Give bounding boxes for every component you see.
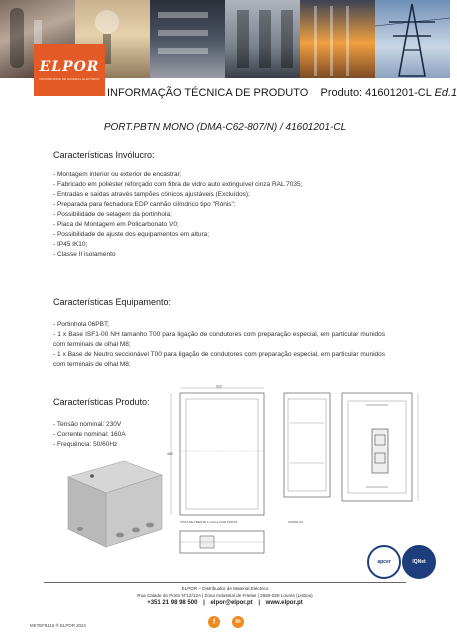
cut-view-label: CORTE AA [288, 520, 304, 524]
enclosure-list [53, 170, 302, 260]
list-item: - Placa de Montagem em Policarbonato V0; [53, 221, 179, 228]
apcer-certification-logo [367, 545, 401, 579]
list-item: - Frequência: 50/60Hz [53, 441, 118, 448]
list-item: - 1 x Base de Neutro seccionável T00 para ligação de condutores com preparação especial, em particular munidos com terminais de olhal M8; [53, 351, 385, 368]
banner-image-fiber [300, 0, 375, 78]
footer-phone: +351 21 98 98 500 [147, 600, 198, 606]
product-list [53, 420, 126, 450]
list-item: - Possibilidade de selagem da portinhola; [53, 211, 172, 218]
footer-company: ELPOR – Distribuidor de Material Eléctrico [181, 586, 269, 591]
cert-label: IQNet [412, 559, 426, 565]
list-item: - IP45 IK10; [53, 241, 88, 248]
linkedin-glyph: in [235, 619, 241, 625]
dim-top-label: 312 [216, 384, 222, 389]
edition-label: Ed.1 [434, 87, 457, 99]
list-item: - Corrente nominal: 160A [53, 431, 126, 438]
separator: | [258, 600, 260, 606]
banner-image-pylon [375, 0, 450, 78]
list-item: - Preparada para fechadura EDP canhão cilíndrico tipo "Rónis"; [53, 201, 236, 208]
cert-label: apcer [377, 559, 391, 565]
logo-text: ELPOR [39, 59, 100, 75]
list-item: - Tensão nominal: 230V [53, 421, 122, 428]
footer-website-link[interactable]: www.elpor.pt [265, 600, 303, 606]
logo-tagline: DISTRIBUIDOR DE MATERIAL ELÉCTRICO [39, 77, 100, 81]
product-title: PORT.PBTN MONO (DMA-C62-807/N) / 41601201-CL [103, 122, 347, 133]
list-item: - Montagem interior ou exterior de encastrar; [53, 171, 182, 178]
dim-side-label: 460 [167, 452, 173, 456]
list-item: - Portinhola 06PBT; [53, 321, 110, 328]
footer-contacts [0, 600, 450, 606]
list-item: - 1 x Base ISF1-00 NH tamanho T00 para ligação de condutores com preparação especial, em particular munidos com terminais de olhal M8; [53, 331, 385, 348]
banner-image-panel [150, 0, 225, 78]
document-code: MKTEF8116 ® ELPOR 2024 [30, 623, 86, 628]
facebook-glyph: f [212, 618, 216, 626]
list-item: - Possibilidade de ajuste dos equipamentos em altura; [53, 231, 210, 238]
enclosure-heading: Características Invólucro: [53, 150, 155, 160]
footer-divider [44, 582, 406, 583]
list-item: - Classe II isolamento [53, 251, 116, 258]
linkedin-icon[interactable] [232, 616, 244, 628]
product-heading: Características Produto: [53, 397, 150, 407]
footer-address: Rua Calade do Porto Nº12/12A | Zona Industrial de Frielas | 2660-026 Loures (Lisboa) [137, 593, 313, 598]
equipment-list [53, 320, 385, 370]
footer-email-link[interactable]: elpor@elpor.pt [210, 600, 253, 606]
iqnet-certification-logo [402, 545, 436, 579]
elpor-logo [34, 44, 105, 96]
document-title [107, 87, 457, 99]
equipment-heading: Características Equipamento: [53, 297, 172, 307]
product-code-label: Produto: 41601201-CL [320, 87, 432, 99]
separator: | [203, 600, 205, 606]
title-text: INFORMAÇÃO TÉCNICA DE PRODUTO [107, 87, 309, 99]
front-view-label: VISTA DE FRENTE 1 Cortes COM PORTA [180, 520, 238, 524]
list-item: - Entradas e saídas através tampões cónicos ajustáveis (Excluídos); [53, 191, 250, 198]
facebook-icon[interactable] [208, 616, 220, 628]
list-item: - Fabricado em poliéster reforçado com fibra de vidro auto extinguível cinza RAL 7035; [53, 181, 303, 188]
banner-image-switchgear [225, 0, 300, 78]
technical-drawings [166, 383, 443, 555]
product-photo [62, 455, 168, 550]
